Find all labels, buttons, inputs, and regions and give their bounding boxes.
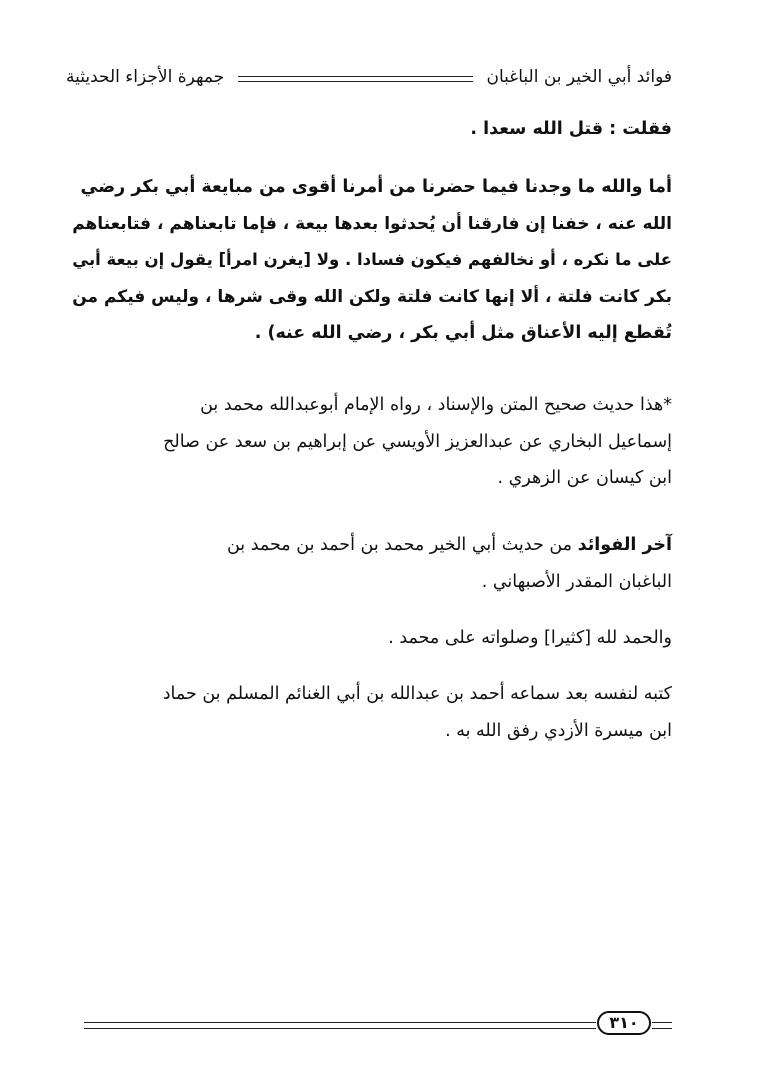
text-line: الله عنه ، خفنا إن فارقنا أن يُحدثوا بعدها بيعة ، فإما تابعناهم ، فتابعناهم <box>72 213 672 234</box>
text-line: ابن كيسان عن الزهري . <box>497 468 672 488</box>
paragraph-3 <box>70 527 672 600</box>
paragraph-1 <box>70 169 672 352</box>
paragraph-2 <box>70 387 672 497</box>
footer-rule-end <box>652 1022 672 1029</box>
text-line: على ما نكره ، أو نخالفهم فيكون فسادا . ولا [يغرن امرأ] يقول إن بيعة أبي <box>72 250 672 269</box>
text-span: من حديث أبي الخير محمد بن أحمد بن محمد بن <box>226 535 578 555</box>
paragraph-5 <box>70 676 672 749</box>
header-rule <box>238 76 472 82</box>
text-line: فقلت : قتل الله سعدا . <box>470 119 672 139</box>
text-line: أما والله ما وجدنا فيما حضرنا من أمرنا أقوى من مبايعة أبي بكر رضي <box>80 177 672 197</box>
book-title: فوائد أبي الخير بن الباغبان <box>486 67 672 87</box>
paragraph-4 <box>70 620 672 657</box>
text-line: تُقطع إليه الأعناق مثل أبي بكر ، رضي الله عنه) . <box>254 323 672 343</box>
text-line: ابن ميسرة الأزدي رفق الله به . <box>445 720 672 741</box>
text-line: كتبه لنفسه بعد سماعه أحمد بن عبدالله بن أبي الغنائم المسلم بن حماد <box>162 684 672 704</box>
text-line: بكر كانت فلتة ، ألا إنها كانت فلتة ولكن الله وقى شرها ، وليس فيكم من <box>72 286 672 307</box>
text-line: الباغبان المقدر الأصبهاني . <box>481 571 672 592</box>
footer-rule <box>84 1022 596 1029</box>
text-line: *هذا حديث صحيح المتن والإسناد ، رواه الإمام أبوعبدالله محمد بن <box>200 395 672 415</box>
closing-heading: آخر الفوائد <box>577 535 672 555</box>
text-line <box>70 527 672 564</box>
text-line: والحمد لله [كثيرا] وصلواته على محمد . <box>388 628 672 648</box>
series-title: جمهرة الأجزاء الحديثية <box>66 67 225 87</box>
running-header <box>66 62 672 92</box>
page-number: ٣١٠ <box>597 1011 651 1035</box>
text-line: إسماعيل البخاري عن عبدالعزيز الأويسي عن إبراهيم بن سعد عن صالح <box>163 431 672 452</box>
paragraph-0 <box>70 111 672 148</box>
